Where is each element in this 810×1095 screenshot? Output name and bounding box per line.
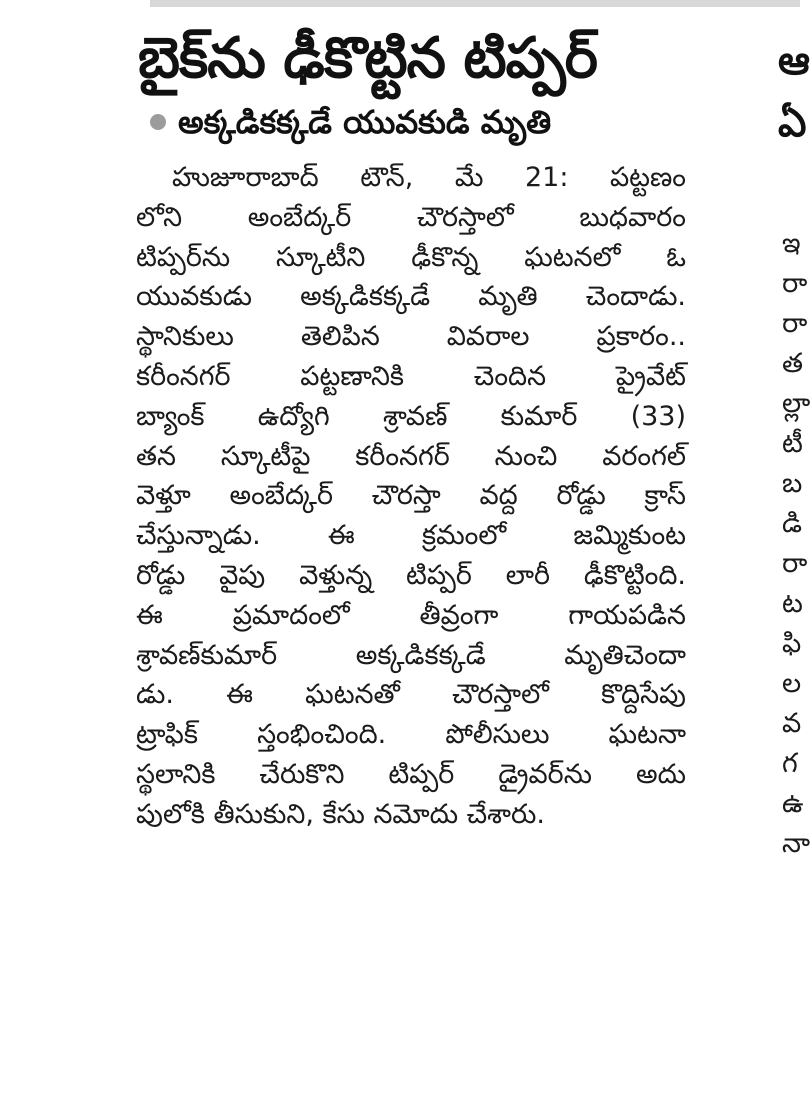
adjacent-headline-fragment: ఏ xyxy=(778,100,807,146)
body-line: రోడ్డు వైపు వెళ్తున్న టిప్పర్ లారీ ఢీకొట్టింది. xyxy=(136,559,686,591)
adjacent-headline-fragment: ఆ xyxy=(778,38,810,84)
body-line: కరీంనగర్ పట్టణానికి చెందిన ప్రైవేట్ xyxy=(136,360,686,392)
adjacent-line-start: టీ xyxy=(782,428,803,459)
adjacent-column-fragment xyxy=(776,0,810,1095)
adjacent-line-start: రా xyxy=(782,268,808,299)
body-line: బ్యాంక్ ఉద్యోగి శ్రావణ్ కుమార్ (33) xyxy=(136,400,686,432)
adjacent-line-start: డి xyxy=(782,508,802,539)
adjacent-line-start: బ xyxy=(782,468,803,499)
body-line: హుజూరాబాద్ టౌన్, మే 21: పట్టణం xyxy=(172,162,686,193)
adjacent-line-start: ల్లా xyxy=(782,388,810,419)
adjacent-line-start: రా xyxy=(782,308,808,339)
article-headline: బైక్‌ను ఢీకొట్టిన టిప్పర్ xyxy=(138,26,597,91)
body-line: శ్రావణ్‌కుమార్ అక్కడికక్కడే మృతిచెందా xyxy=(136,639,686,671)
adjacent-line-start: ట xyxy=(782,588,803,619)
subhead-text: అక్కడికక్కడే యువకుడి మృతి xyxy=(178,103,552,141)
body-line: చేస్తున్నాడు. ఈ క్రమంలో జమ్మికుంట xyxy=(136,520,686,552)
article-subhead xyxy=(150,100,700,144)
adjacent-line-start: త xyxy=(782,348,804,379)
body-line: టిప్పర్‌ను స్కూటీని ఢీకొన్న ఘటనలో ఓ xyxy=(136,241,686,273)
adjacent-line-start: నా xyxy=(782,828,810,859)
news-article xyxy=(118,20,700,835)
body-line: ట్రాఫిక్ స్తంభించింది. పోలీసులు ఘటనా xyxy=(136,719,686,751)
adjacent-line-start: ల xyxy=(782,668,802,699)
adjacent-line-start: వ xyxy=(782,708,802,739)
body-line: యువకుడు అక్కడికక్కడే మృతి చెందాడు. xyxy=(136,281,686,313)
adjacent-line-start: ఉ xyxy=(782,788,804,819)
body-line: స్థానికులు తెలిపిన వివరాల ప్రకారం.. xyxy=(136,321,686,353)
top-rule xyxy=(150,0,800,7)
body-line: ఈ ప్రమాదంలో తీవ్రంగా గాయపడిన xyxy=(136,599,686,631)
adjacent-line-start: గ xyxy=(782,748,798,779)
adjacent-line-start: ఇ xyxy=(782,228,801,259)
body-line: పులోకి తీసుకుని, కేసు నమోదు చేశారు. xyxy=(136,798,545,830)
body-line: తన స్కూటీపై కరీంనగర్ నుంచి వరంగల్ xyxy=(136,440,686,472)
body-line: వెళ్తూ అంబేద్కర్ చౌరస్తా వద్ద రోడ్డు క్రాస్ xyxy=(136,480,686,512)
adjacent-line-start: ఫి xyxy=(782,628,802,659)
bullet-icon xyxy=(150,114,166,130)
body-line: డు. ఈ ఘటనతో చౌరస్తాలో కొద్దిసేపు xyxy=(136,679,686,711)
body-line: స్థలానికి చేరుకొని టిప్పర్ డ్రైవర్‌ను అదు xyxy=(136,758,686,790)
body-line: లోని అంబేద్కర్ చౌరస్తాలో బుధవారం xyxy=(136,201,686,233)
adjacent-line-start: రా xyxy=(782,548,808,579)
article-body xyxy=(136,158,686,835)
